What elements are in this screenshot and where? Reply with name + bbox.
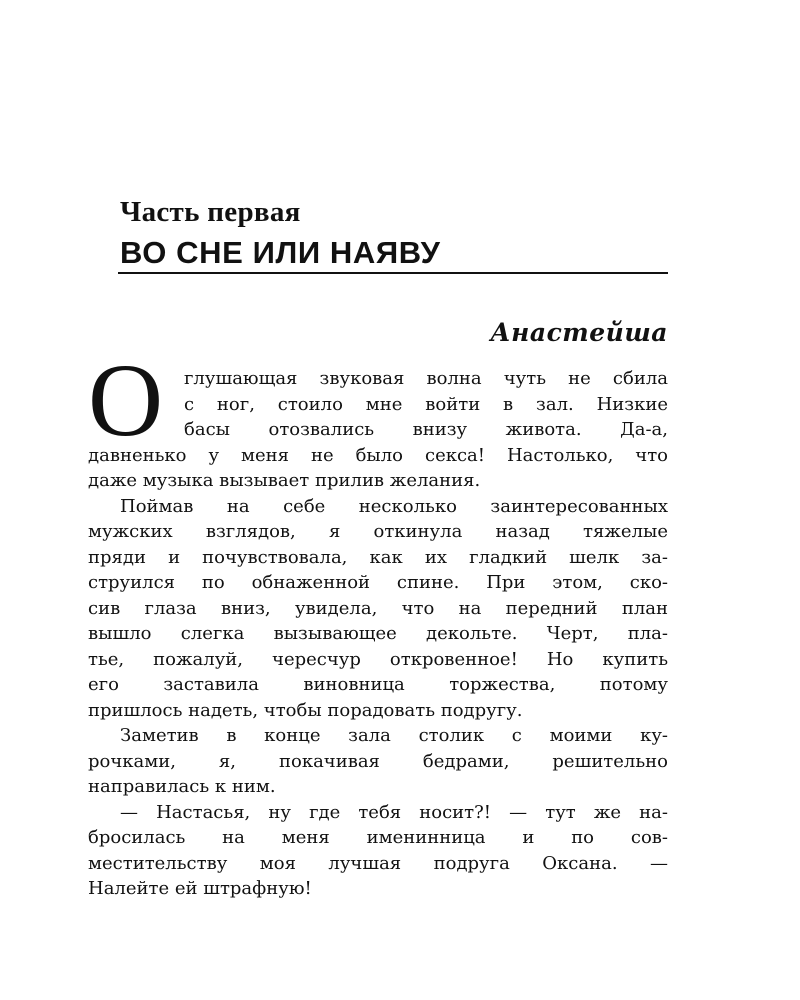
chapter-title: Анастейша: [490, 318, 668, 347]
part-label: Часть первая: [120, 196, 301, 228]
text-line: с ног, стоило мне войти в зал. Низкие: [184, 393, 668, 415]
part-title: ВО СНЕ ИЛИ НАЯВУ: [120, 235, 441, 270]
text-line: рочками, я, покачивая бедрами, решительно: [88, 750, 668, 772]
text-line: струился по обнаженной спине. При этом, ско-: [88, 572, 668, 593]
text-line: мужских взглядов, я откинула назад тяжелые: [88, 521, 668, 542]
text-line: его заставила виновница торжества, потому: [88, 674, 668, 695]
text-line: местительству моя лучшая подруга Оксана. —: [88, 852, 668, 874]
text-line: сив глаза вниз, увидела, что на передний план: [88, 597, 668, 619]
text-line: басы отозвались внизу живота. Да-а,: [184, 419, 668, 440]
paragraph-1: [88, 366, 668, 494]
paragraph-2: [88, 494, 668, 724]
paragraph-4: [88, 800, 668, 902]
text-line: даже музыка вызывает прилив желания.: [88, 470, 481, 491]
text-line: тье, пожалуй, чересчур откровенное! Но купить: [88, 648, 668, 670]
text-line: Заметив в конце зала столик с моими ку-: [120, 725, 668, 746]
drop-cap: О: [88, 343, 164, 458]
text-line: Налейте ей штрафную!: [88, 878, 312, 899]
text-line: — Настасья, ну где тебя носит?! — тут же на-: [120, 801, 668, 823]
text-line: пряди и почувствовала, как их гладкий шелк за-: [88, 546, 668, 568]
text-line: глушающая звуковая волна чуть не сбила: [184, 368, 668, 389]
text-line: вышло слегка вызывающее декольте. Черт, пла-: [88, 623, 668, 644]
text-line: пришлось надеть, чтобы порадовать подругу.: [88, 699, 523, 721]
body-text: [88, 366, 668, 902]
title-divider: [118, 272, 668, 274]
paragraph-3: [88, 723, 668, 800]
text-line: давненько у меня не было секса! Настолько, что: [88, 444, 668, 466]
text-line: Поймав на себе несколько заинтересованных: [120, 495, 668, 517]
text-line: направилась к ним.: [88, 776, 276, 797]
text-line: бросилась на меня именинница и по сов-: [88, 827, 668, 848]
